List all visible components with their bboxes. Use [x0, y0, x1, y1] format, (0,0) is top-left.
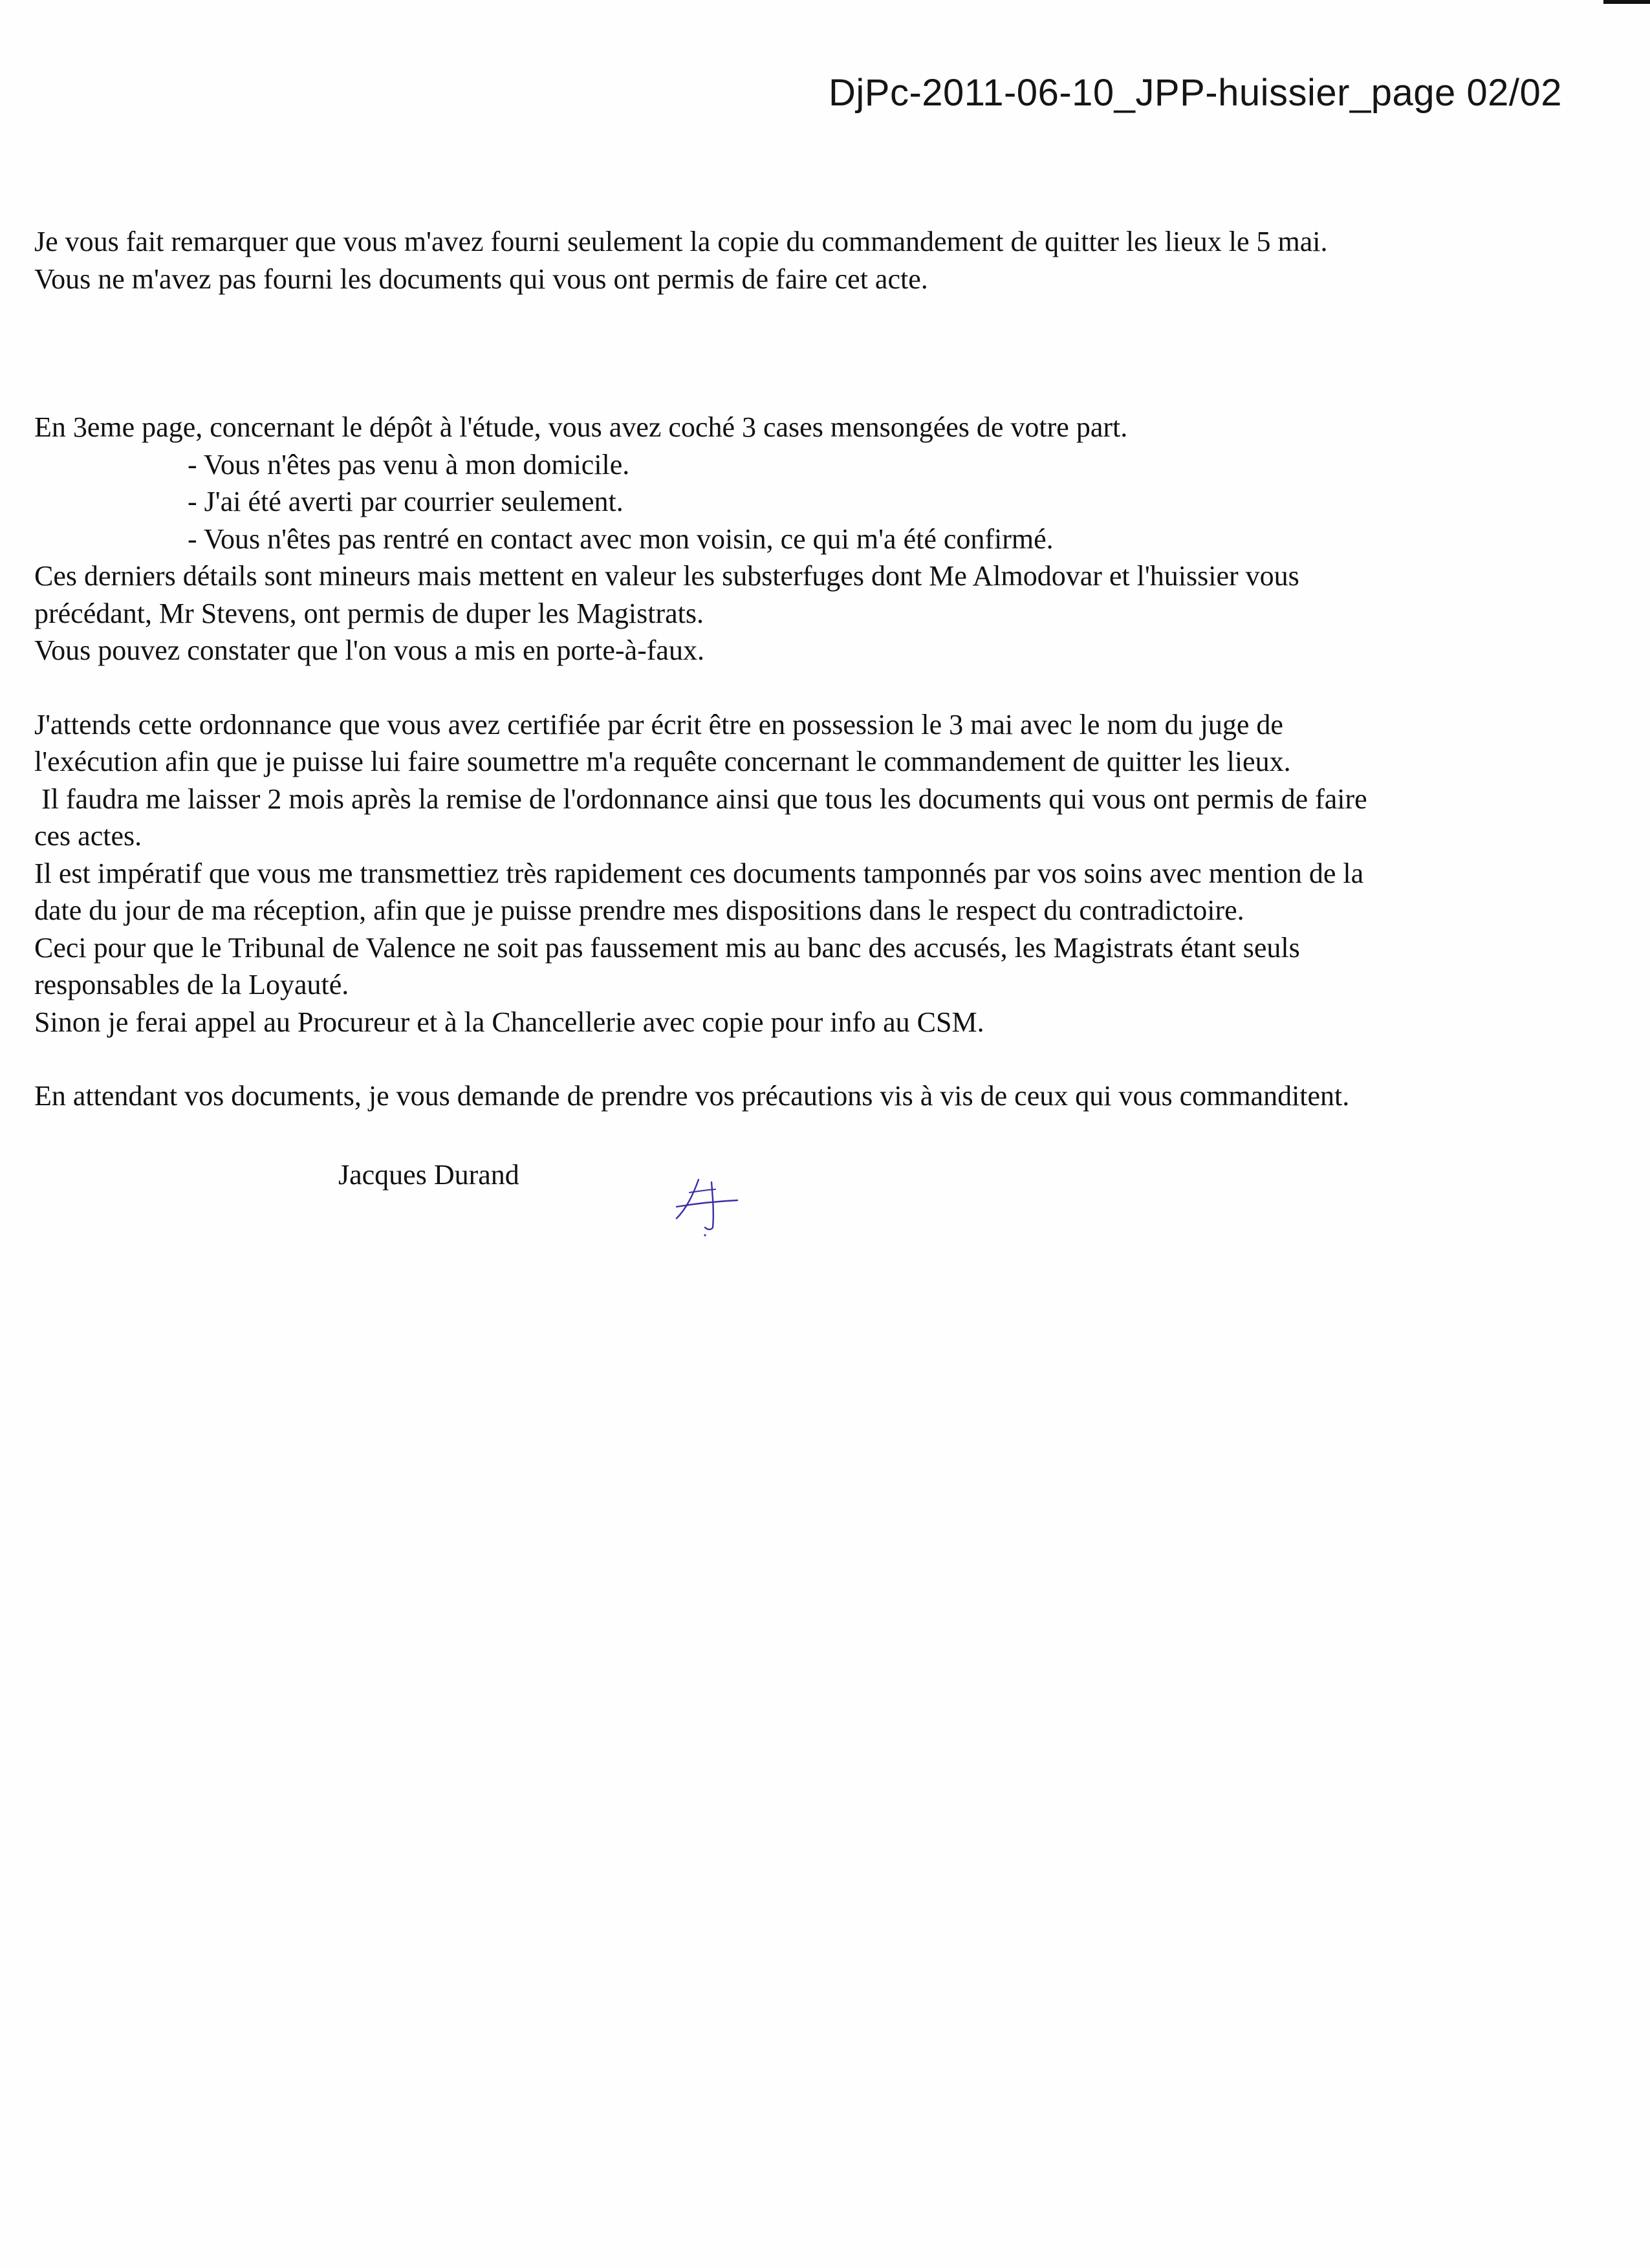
paragraph-3-line: Il faudra me laisser 2 mois après la remise de l'ordonnance ainsi que tous les documents qui vous ont permis de faire [34, 783, 1367, 815]
spacer [34, 1041, 1587, 1077]
paragraph-3-line: ces actes. [34, 820, 142, 852]
handwritten-signature [673, 1168, 744, 1239]
spacer [34, 669, 1587, 706]
signatory-name: Jacques Durand [338, 1159, 519, 1191]
paragraph-3-line: J'attends cette ordonnance que vous avez certifiée par écrit être en possession le 3 mai avec le nom du juge de [34, 708, 1283, 740]
letter-body [34, 223, 1587, 1115]
paragraph-1-line-2: Vous ne m'avez pas fourni les documents qui vous ont permis de faire cet acte. [34, 263, 928, 295]
paragraph-3-line: Ceci pour que le Tribunal de Valence ne soit pas faussement mis au banc des accusés, les Magistrats étant seuls [34, 931, 1300, 964]
list-item: - Vous n'êtes pas rentré en contact avec mon voisin, ce qui m'a été confirmé. [188, 523, 1054, 555]
paragraph-3-line: Sinon je ferai appel au Procureur et à la Chancellerie avec copie pour info au CSM. [34, 1006, 984, 1038]
paragraph-2-intro: En 3eme page, concernant le dépôt à l'étude, vous avez coché 3 cases mensongées de votre part. [34, 411, 1128, 443]
document-reference: DjPc-2011-06-10_JPP-huissier_page 02/02 [829, 72, 1562, 114]
paragraph-2-line: Ces derniers détails sont mineurs mais mettent en valeur les substerfuges dont Me Almodovar et l'huissier vous [34, 560, 1299, 592]
list-item: - J'ai été averti par courrier seulement. [188, 486, 624, 517]
paragraph-3-line: Il est impératif que vous me transmettiez très rapidement ces documents tamponnés par vos soins avec mention de la [34, 857, 1364, 889]
paragraph-3-line: responsables de la Loyauté. [34, 969, 349, 1000]
scan-edge-mark [1603, 0, 1650, 4]
paragraph-3-line: date du jour de ma réception, afin que je puisse prendre mes dispositions dans le respect du contradictoire. [34, 894, 1244, 926]
spacer [34, 297, 1587, 409]
paragraph-2-line: Vous pouvez constater que l'on vous a mis en porte-à-faux. [34, 634, 704, 666]
paragraph-1-line-1: Je vous fait remarquer que vous m'avez fourni seulement la copie du commandement de quitter les lieux le 5 mai. [34, 226, 1328, 257]
closing-paragraph: En attendant vos documents, je vous demande de prendre vos précautions vis à vis de ceux qui vous commanditent. [34, 1080, 1350, 1112]
paragraph-2-line: précédant, Mr Stevens, ont permis de duper les Magistrats. [34, 597, 704, 629]
list-item: - Vous n'êtes pas venu à mon domicile. [188, 448, 630, 481]
paragraph-3-line: l'exécution afin que je puisse lui faire soumettre m'a requête concernant le commandement de quitter les lieux. [34, 746, 1291, 777]
